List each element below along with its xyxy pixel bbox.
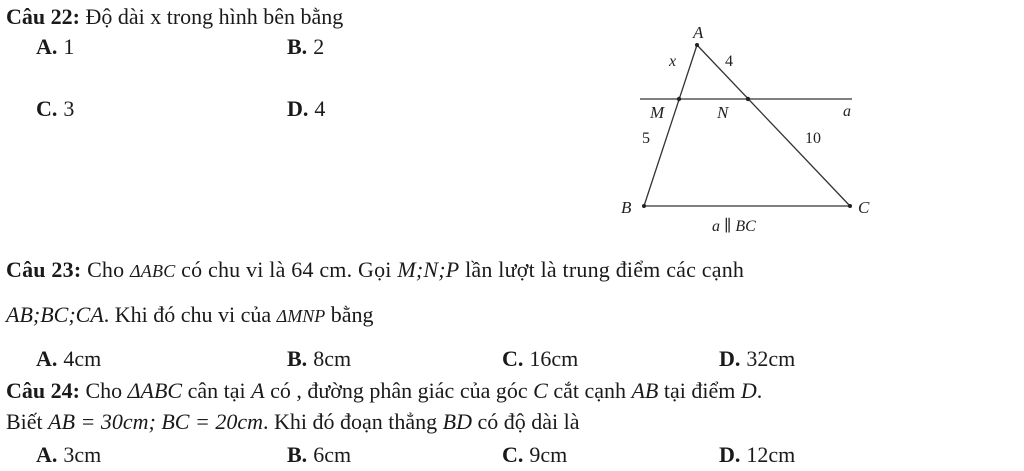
q24-option-d[interactable] [719, 442, 795, 468]
q23-triangle-abc: ΔABC [130, 261, 176, 281]
q24-option-b-key: B. [287, 442, 308, 467]
q24-segment: BD [442, 409, 472, 434]
q24-option-d-key: D. [719, 442, 741, 467]
q23-number: Câu 23: [6, 257, 82, 282]
q23-triangle-mnp: ΔMNP [276, 306, 326, 326]
q24-text-b: cân tại [187, 378, 246, 403]
q22-option-b[interactable] [287, 34, 324, 60]
q23-option-a[interactable] [36, 346, 101, 372]
q22-statement [6, 4, 343, 30]
point-n-dot [746, 97, 750, 101]
q22-option-a[interactable] [36, 34, 74, 60]
label-nc: 10 [805, 130, 821, 147]
segment-ac [697, 45, 850, 206]
q22-triangle-figure [600, 20, 890, 245]
q24-side: AB [631, 378, 659, 403]
q22-option-a-key: A. [36, 34, 58, 59]
q24-option-a[interactable] [36, 442, 101, 468]
label-x: x [669, 53, 677, 70]
q22-option-d[interactable] [287, 96, 325, 122]
q22-option-b-value: 2 [313, 34, 325, 59]
q23-option-b-value: 8cm [313, 346, 352, 371]
q23-option-a-value: 4cm [63, 346, 102, 371]
q23-sides: AB;BC;CA [6, 302, 104, 327]
q23-option-d-value: 32cm [746, 346, 796, 371]
q24-text-i: có độ dài là [477, 409, 580, 434]
label-parallel: a ∥ BC [712, 218, 756, 235]
q24-given: AB = 30cm; BC = 20cm [48, 409, 263, 434]
q24-option-c-value: 9cm [529, 442, 568, 467]
q24-number: Câu 24: [6, 378, 80, 403]
q24-option-c[interactable] [502, 442, 567, 468]
q23-option-d-key: D. [719, 346, 741, 371]
q23-statement-line1 [6, 257, 744, 284]
q23-statement-line2 [6, 302, 374, 329]
q24-text-h: . Khi đó đoạn thẳng [262, 409, 438, 434]
q24-option-b[interactable] [287, 442, 351, 468]
q24-text-g: Biết [6, 409, 43, 434]
point-a-dot [695, 43, 699, 47]
label-b: B [621, 198, 632, 217]
q22-option-d-value: 4 [314, 96, 326, 121]
q22-option-c-value: 3 [63, 96, 75, 121]
label-line-a: a [843, 103, 851, 120]
q24-triangle-abc: ΔABC [127, 378, 183, 403]
point-b-dot [642, 204, 646, 208]
q24-text-a: Cho [85, 378, 123, 403]
q23-text-e: bằng [330, 302, 374, 327]
q22-option-a-value: 1 [63, 34, 75, 59]
q23-points: M;N;P [397, 257, 460, 282]
label-n: N [717, 103, 729, 122]
q24-text-c: có , đường phân giác của góc [270, 378, 528, 403]
label-an: 4 [725, 53, 733, 70]
q23-option-c-key: C. [502, 346, 524, 371]
q24-option-d-value: 12cm [746, 442, 796, 467]
q23-text-c: lần lượt là trung điểm các cạnh [465, 257, 745, 282]
q24-text-d: cắt cạnh [553, 378, 626, 403]
label-m: M [650, 103, 665, 122]
q24-text-e: tại điểm [663, 378, 736, 403]
q22-option-d-key: D. [287, 96, 309, 121]
q23-text-d: . Khi đó chu vi của [103, 302, 272, 327]
q24-text-f: . [756, 378, 763, 403]
q24-option-b-value: 6cm [313, 442, 352, 467]
q22-option-b-key: B. [287, 34, 308, 59]
q22-option-c[interactable] [36, 96, 74, 122]
q23-option-c[interactable] [502, 346, 578, 372]
q24-statement-line2 [6, 409, 580, 435]
q24-angle: C [533, 378, 548, 403]
q24-option-a-key: A. [36, 442, 58, 467]
label-c: C [858, 198, 870, 217]
q24-vertex: A [251, 378, 265, 403]
q24-point: D [740, 378, 757, 403]
q23-text-b: có chu vi là 64 cm. Gọi [181, 257, 392, 282]
q24-option-a-value: 3cm [63, 442, 102, 467]
q23-option-a-key: A. [36, 346, 58, 371]
q23-option-b-key: B. [287, 346, 308, 371]
q23-option-d[interactable] [719, 346, 795, 372]
q22-number: Câu 22: [6, 4, 80, 29]
q24-statement-line1 [6, 378, 762, 404]
point-c-dot [848, 204, 852, 208]
label-a: A [693, 23, 704, 42]
q22-option-c-key: C. [36, 96, 58, 121]
q22-text: Độ dài x trong hình bên bằng [85, 4, 344, 29]
point-m-dot [677, 97, 681, 101]
label-mb: 5 [642, 130, 650, 147]
q24-option-c-key: C. [502, 442, 524, 467]
q23-option-b[interactable] [287, 346, 351, 372]
q23-text-a: Cho [87, 257, 125, 282]
q23-option-c-value: 16cm [529, 346, 579, 371]
